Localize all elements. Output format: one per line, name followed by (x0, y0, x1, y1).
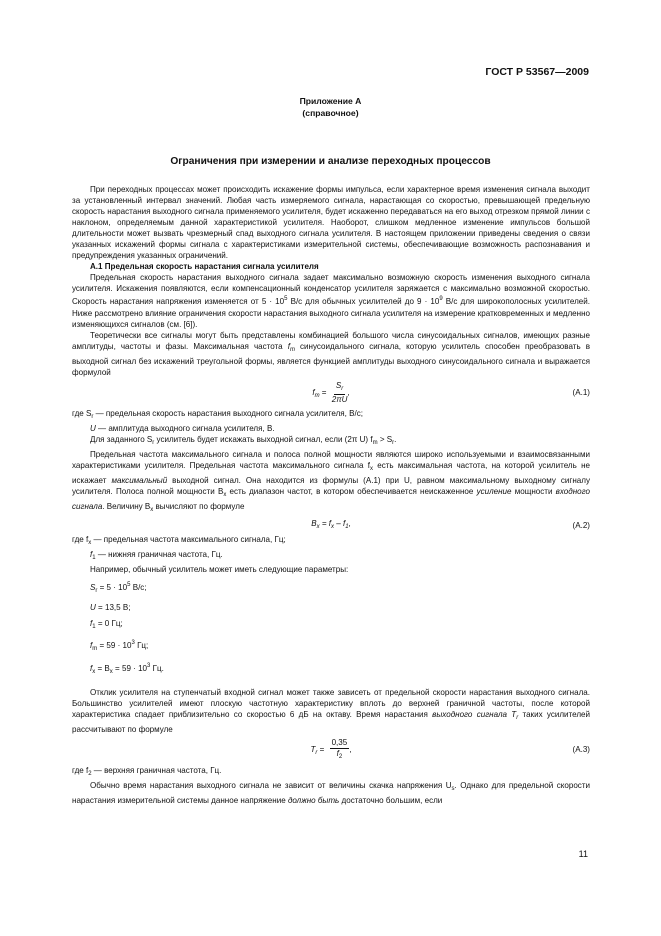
formula-a3: $T_r$ = $\frac{0,35}{f_2}$ , (А.3) (310, 737, 590, 760)
paragraph-slew-rate: Предельная скорость нарастания выходного сигнала задает максимально возможную скорость изменения выходного сигнала усилителя. Искажения появляются, если компенсационный конденсатор усилителя заряжается с максимально возможной скоростью. Скорость нарастания напряжения изменяется от $5 \cdot 10^5$ В/с для обычных усилителей до $9 \cdot 10^9$ В/с для широкополосных усилителей. Ниже рассмотрено влияние ограничения скорости нарастания выходного сигнала усилителя на измерение кратковременных и медленно изменяющихся сигналов (см. [6]). (72, 273, 590, 329)
standard-header: ГОСТ Р 53567—2009 (485, 66, 589, 78)
paragraph-power-bandwidth: Предельная частота максимального сигнала и полоса полной мощности являются широко используемыми и взаимосвязанными характеристиками усилителя. Предельная частота максимального сигнала $f_x$ есть максимальная частота, на которой усилитель не искажает максимальный выходной сигнал. Она находится из формулы (А.1) при U, равном максимальному выходному сигналу усилителя. Полоса полной мощности $B_x$ есть диапазон частот, в котором обеспечивается неискаженное усиление мощности входного сигнала. Величину $B_x$ вычисляют по формуле (72, 449, 590, 514)
param-f1: $f_1 = 0$ Гц; (90, 619, 123, 631)
param-sr: $S_r = 5 \cdot 10^5$ В/с; (90, 582, 147, 595)
appendix-title: Приложение А (299, 96, 362, 106)
definition-fx: где $f_x$ — предельная частота максимального сигнала, Гц; (72, 535, 286, 547)
definition-f1: $f_1$ — нижняя граничная частота, Гц. (90, 550, 223, 562)
distortion-condition: Для заданного $S_r$ усилитель будет искажать выходной сигнал, если (2π U) $f_m > S_r$. (90, 434, 397, 446)
definition-sr: где $S_r$ — предельная скорость нарастания выходного сигнала усилителя, В/с; (72, 408, 363, 420)
body-text (72, 184, 590, 806)
formula-a1: $f_m$ = $\frac{S_r}{2\pi U}$ , (А.1) (312, 380, 590, 404)
paragraph-step-response: Отклик усилителя на ступенчатый входной сигнал может также зависеть от предельной скорости нарастания выходного сигнала. Большинство усилителей имеют плоскую частотную характеристику вплоть до верхней граничной частоты, после которой характеристика спадает приблизительно со скоростью 6 дБ на октаву. Время нарастания выходного сигнала $T_r$ таких усилителей рассчитывают по формуле (72, 687, 590, 734)
paragraph-rise-time: Обычно время нарастания выходного сигнала не зависит от величины скачка напряжения $U_s$. Однако для предельной скорости нарастания измерительной системы данное напряжение должно быть достаточно большим, если (72, 780, 591, 805)
definition-f2: где $f_2$ — верхняя граничная частота, Гц. (72, 765, 222, 777)
formula-a2-label: (А.2) (572, 520, 590, 530)
page-number: 11 (578, 849, 588, 859)
appendix-subtitle: (справочное) (302, 108, 359, 118)
example-intro: Например, обычный усилитель может иметь следующие параметры: (90, 565, 349, 575)
page-title: Ограничения при измерении и анализе переходных процессов (170, 156, 491, 167)
formula-a3-label: (А.3) (572, 745, 590, 755)
definition-u: U — амплитуда выходного сигнала усилителя, В. (90, 423, 275, 433)
formula-a2: $B_x = f_x - f_1$, (А.2) (311, 518, 590, 530)
formula-a1-label: (А.1) (572, 388, 590, 398)
section-heading: А.1 Предельная скорость нарастания сигнала усилителя (90, 262, 319, 272)
param-u: U = 13,5 В; (90, 603, 131, 613)
paragraph-sine-theory: Теоретически все сигналы могут быть представлены комбинацией большого числа синусоидальных сигналов, имеющих разные амплитуды, частоты и фазы. Максимальная частота $f_m$ синусоидального сигнала, которую усилитель способен преобразовать в выходной сигнал без искажений треугольной формы, является функцией амплитуды выходного синусоидального сигнала и выражается формулой (72, 330, 590, 377)
param-fx: $f_x = B_x = 59 \cdot 10^3$ Гц. (90, 662, 164, 675)
param-fm: $f_m = 59 \cdot 10^3$ Гц; (90, 640, 149, 653)
intro-paragraph: При переходных процессах может происходить искажение формы импульса, если характерное время изменения сигнала выходит за установленный интервал значений. Любая часть измеряемого сигнала, нарастающая со скоростью, превышающей предельную скорость нарастания выходного сигнала применяемого усилителя, будет искаженно передаваться на его выход отрезком прямой линии с наклоном, определяемым данной характеристикой усилителя. Наоборот, слишком медленное изменение импульсов большой длительности может вызвать чрезмерный спад выходного сигнала усилителя. В настоящем приложении приведены сведения о связи указанных искажений формы сигнала с характеристиками измерительной системы, обеспечивающие возможность распознавания и предупреждения указанных ограничений. (72, 185, 590, 261)
